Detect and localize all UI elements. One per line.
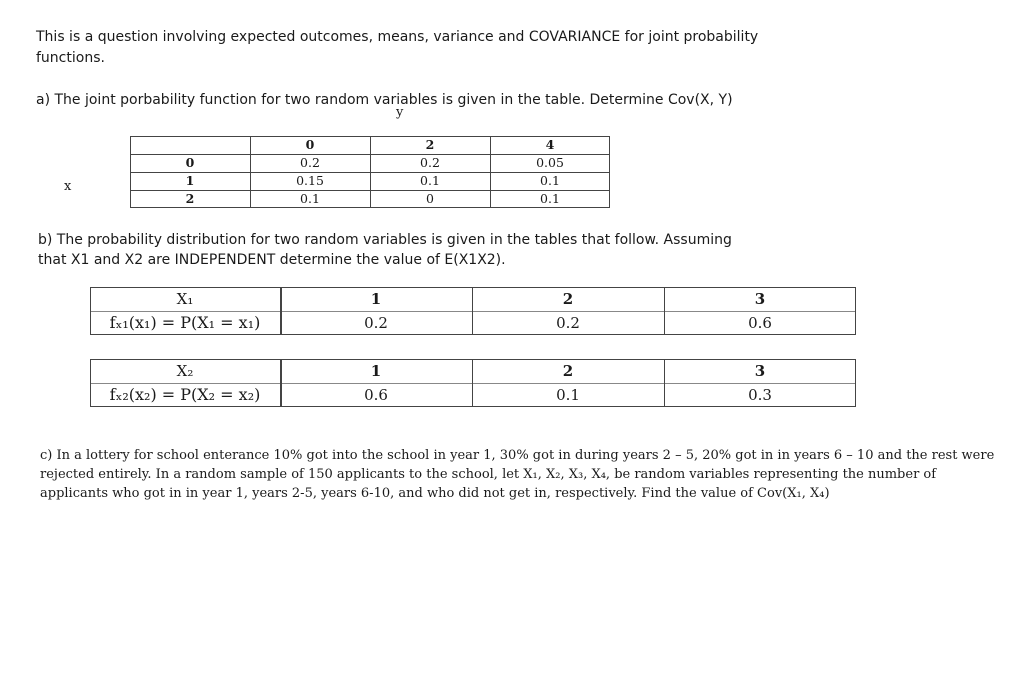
x1-distribution-table	[90, 287, 856, 335]
x2-value: 3	[754, 362, 766, 380]
part-c-question-line-1: c) In a lottery for school enterance 10% got into the school in year 1, 30% got in during years 2 – 5, 20% got in in years 6 – 10 and the rest were	[40, 448, 995, 463]
x2-distribution-table	[90, 359, 856, 407]
table-cell: 0.1	[540, 191, 560, 206]
joint-probability-table	[130, 136, 610, 208]
col-header-y0: 0	[305, 137, 315, 152]
part-c-question-line-2: rejected entirely. In a random sample of 150 applicants to the school, let X₁, X₂, X₃, X₄, be random variables representing the number of	[40, 467, 937, 482]
row-header-x1: 1	[185, 173, 195, 188]
y-axis-label: y	[396, 105, 404, 120]
intro-line-1: This is a question involving expected outcomes, means, variance and COVARIANCE for joint probability	[36, 29, 759, 45]
x2-var-label: X₂	[176, 362, 194, 380]
x1-probability: 0.6	[748, 314, 772, 332]
table-cell: 0.2	[300, 155, 320, 170]
part-b-question-line-2: that X1 and X2 are INDEPENDENT determine the value of E(X1X2).	[38, 252, 506, 268]
table-cell: 0.2	[420, 155, 440, 170]
x2-pmf-label: fₓ₂(x₂) = P(X₂ = x₂)	[109, 385, 261, 404]
table-cell: 0.15	[296, 173, 324, 188]
part-a-question: a) The joint porbability function for two random variables is given in the table. Determine Cov(X, Y)	[36, 92, 733, 108]
x2-probability: 0.1	[556, 386, 580, 404]
table-cell: 0.1	[540, 173, 560, 188]
x2-probability: 0.3	[748, 386, 772, 404]
x1-pmf-label: fₓ₁(x₁) = P(X₁ = x₁)	[109, 313, 261, 332]
x1-probability: 0.2	[364, 314, 388, 332]
part-b-question-line-1: b) The probability distribution for two random variables is given in the tables that follow. Assuming	[38, 232, 732, 248]
x2-probability: 0.6	[364, 386, 388, 404]
col-header-y2: 2	[425, 137, 435, 152]
part-c-question-line-3: applicants who got in in year 1, years 2-5, years 6-10, and who did not get in, respectively. Find the value of Cov(X₁, X₄)	[40, 486, 830, 501]
intro-line-2: functions.	[36, 50, 105, 66]
x-axis-label: x	[64, 179, 72, 194]
x1-value: 2	[562, 290, 574, 308]
col-header-y4: 4	[545, 137, 555, 152]
row-header-x2: 2	[185, 191, 195, 206]
table-cell: 0.1	[420, 173, 440, 188]
table-cell: 0.05	[536, 155, 564, 170]
table-cell: 0	[426, 191, 434, 206]
table-cell: 0.1	[300, 191, 320, 206]
x1-probability: 0.2	[556, 314, 580, 332]
x2-value: 1	[370, 362, 382, 380]
x1-value: 3	[754, 290, 766, 308]
x1-value: 1	[370, 290, 382, 308]
row-header-x0: 0	[185, 155, 195, 170]
x2-value: 2	[562, 362, 574, 380]
x1-var-label: X₁	[176, 290, 194, 308]
